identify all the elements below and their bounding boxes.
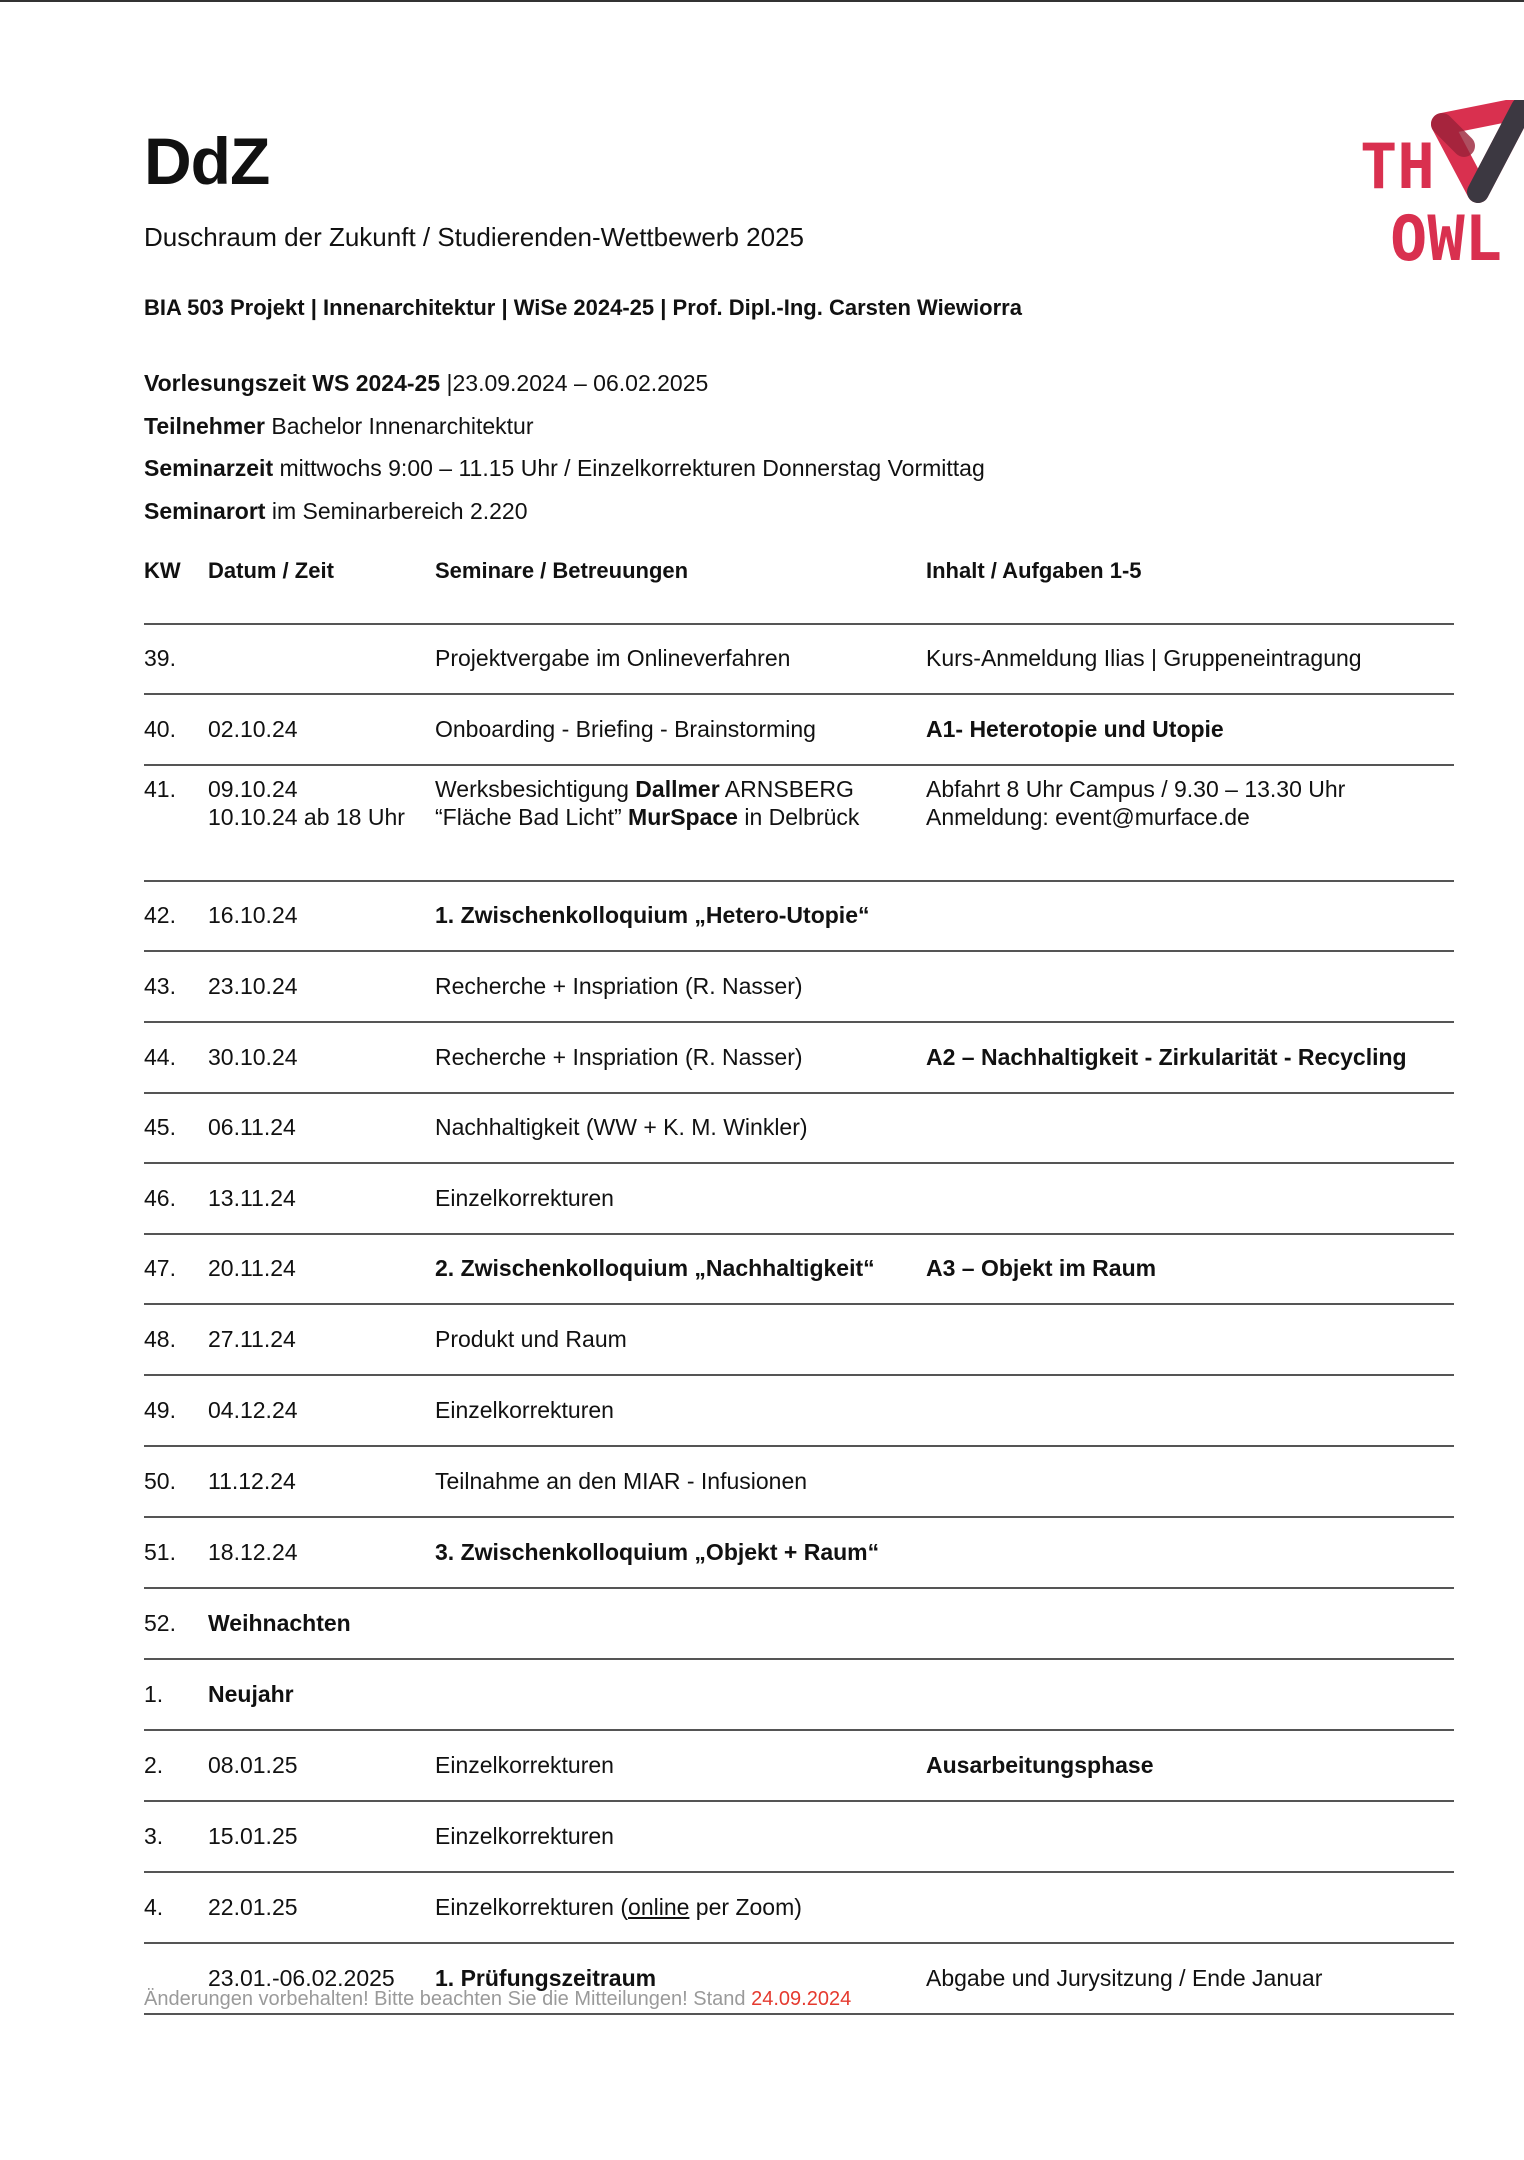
th-owl-logo bbox=[1354, 100, 1524, 270]
seminar-text: Werksbesichtigung bbox=[435, 776, 636, 802]
course-info bbox=[144, 362, 985, 532]
footer-text: Änderungen vorbehalten! Bitte beachten Sie die Mitteilungen! Stand bbox=[144, 1988, 752, 2010]
column-header-date: Datum / Zeit bbox=[208, 548, 435, 624]
cell-date: 15.01.25 bbox=[208, 1801, 435, 1872]
registration-email: Anmeldung: event@murface.de bbox=[926, 803, 1250, 830]
cell-seminar: Produkt und Raum bbox=[435, 1304, 926, 1375]
cell-kw: 49. bbox=[144, 1375, 208, 1446]
cell-date: 02.10.24 bbox=[208, 694, 435, 765]
cell-date: 16.10.24 bbox=[208, 881, 435, 951]
table-row bbox=[144, 1801, 1454, 1872]
cell-seminar: Einzelkorrekturen bbox=[435, 1163, 926, 1234]
logo-triangle-icon bbox=[1442, 108, 1522, 192]
table-row bbox=[144, 1446, 1454, 1517]
seminar-text: per Zoom) bbox=[689, 1893, 802, 1920]
info-value: Bachelor Innenarchitektur bbox=[265, 412, 534, 439]
table-row bbox=[144, 1022, 1454, 1093]
cell-content bbox=[926, 1163, 1454, 1234]
cell-content: A1- Heterotopie und Utopie bbox=[926, 694, 1454, 765]
cell-content bbox=[926, 1093, 1454, 1163]
table-row bbox=[144, 1659, 1454, 1730]
cell-kw: 1. bbox=[144, 1659, 208, 1730]
date-line-1: 09.10.24 bbox=[208, 776, 298, 802]
cell-date: 13.11.24 bbox=[208, 1163, 435, 1234]
table-row bbox=[144, 1730, 1454, 1801]
table-header-row bbox=[144, 548, 1454, 624]
table-row bbox=[144, 765, 1454, 881]
cell-seminar: Einzelkorrekturen bbox=[435, 1801, 926, 1872]
seminar-line-2 bbox=[435, 804, 926, 832]
schedule-table bbox=[144, 548, 1454, 2015]
cell-date: Weihnachten bbox=[208, 1588, 435, 1659]
cell-seminar bbox=[435, 1588, 926, 1659]
cell-kw: 39. bbox=[144, 624, 208, 694]
info-label: Seminarort bbox=[144, 497, 266, 524]
info-value: |23.09.2024 – 06.02.2025 bbox=[440, 370, 709, 396]
cell-seminar: Nachhaltigkeit (WW + K. M. Winkler) bbox=[435, 1093, 926, 1163]
cell-content bbox=[926, 1375, 1454, 1446]
cell-content: Ausarbeitungsphase bbox=[926, 1730, 1454, 1801]
page-top-border bbox=[0, 0, 1524, 2]
cell-content bbox=[926, 1659, 1454, 1730]
cell-content: A2 – Nachhaltigkeit - Zirkularität - Recycling bbox=[926, 1022, 1454, 1093]
seminar-text: “Fläche Bad Licht” bbox=[435, 803, 629, 830]
table-row bbox=[144, 1872, 1454, 1943]
date-line-2: 10.10.24 ab 18 Uhr bbox=[208, 803, 405, 830]
cell-seminar bbox=[435, 1872, 926, 1943]
cell-date: Neujahr bbox=[208, 1659, 435, 1730]
online-underlined-text: online bbox=[628, 1893, 690, 1920]
info-seminar-time bbox=[144, 447, 985, 490]
cell-seminar: 3. Zwischenkolloquium „Objekt + Raum“ bbox=[435, 1517, 926, 1588]
cell-date bbox=[208, 624, 435, 694]
cell-seminar: Onboarding - Briefing - Brainstorming bbox=[435, 694, 926, 765]
cell-kw: 51. bbox=[144, 1517, 208, 1588]
info-value: im Seminarbereich 2.220 bbox=[265, 497, 528, 524]
cell-kw: 43. bbox=[144, 951, 208, 1022]
cell-seminar: Projektvergabe im Onlineverfahren bbox=[435, 624, 926, 694]
cell-kw: 47. bbox=[144, 1234, 208, 1304]
cell-kw: 4. bbox=[144, 1872, 208, 1943]
column-header-seminar: Seminare / Betreuungen bbox=[435, 548, 926, 624]
cell-date: 30.10.24 bbox=[208, 1022, 435, 1093]
cell-content bbox=[926, 765, 1454, 881]
table-row bbox=[144, 1093, 1454, 1163]
cell-seminar: 1. Prüfungszeitraum bbox=[435, 1943, 926, 2014]
info-label: Seminarzeit bbox=[144, 455, 274, 481]
cell-seminar: Recherche + Inspriation (R. Nasser) bbox=[435, 951, 926, 1022]
cell-date: 08.01.25 bbox=[208, 1730, 435, 1801]
cell-content bbox=[926, 881, 1454, 951]
table-row bbox=[144, 694, 1454, 765]
table-row bbox=[144, 1304, 1454, 1375]
cell-kw: 44. bbox=[144, 1022, 208, 1093]
seminar-text: in Delbrück bbox=[737, 803, 860, 830]
cell-seminar: 1. Zwischenkolloquium „Hetero-Utopie“ bbox=[435, 881, 926, 951]
logo-text-th: TH bbox=[1360, 130, 1435, 203]
document-subtitle: Duschraum der Zukunft / Studierenden-Wettbewerb 2025 bbox=[144, 222, 804, 252]
info-seminar-location bbox=[144, 490, 985, 533]
content-line-1: Abfahrt 8 Uhr Campus / 9.30 – 13.30 Uhr bbox=[926, 776, 1346, 802]
course-line: BIA 503 Projekt | Innenarchitektur | WiSe 2024-25 | Prof. Dipl.-Ing. Carsten Wiewiorra bbox=[144, 295, 1022, 320]
cell-date: 11.12.24 bbox=[208, 1446, 435, 1517]
table-row bbox=[144, 881, 1454, 951]
info-lecture-period bbox=[144, 362, 985, 405]
cell-content: A3 – Objekt im Raum bbox=[926, 1234, 1454, 1304]
cell-date: 04.12.24 bbox=[208, 1375, 435, 1446]
cell-seminar: Einzelkorrekturen bbox=[435, 1730, 926, 1801]
table-row bbox=[144, 1234, 1454, 1304]
info-label: Teilnehmer bbox=[144, 412, 265, 439]
cell-kw: 42. bbox=[144, 881, 208, 951]
column-header-kw: KW bbox=[144, 548, 208, 624]
info-value: mittwochs 9:00 – 11.15 Uhr / Einzelkorrekturen Donnerstag Vormittag bbox=[273, 455, 985, 481]
cell-date: 18.12.24 bbox=[208, 1517, 435, 1588]
cell-date: 20.11.24 bbox=[208, 1234, 435, 1304]
seminar-text: ARNSBERG bbox=[719, 776, 854, 802]
cell-seminar bbox=[435, 1659, 926, 1730]
cell-content bbox=[926, 1801, 1454, 1872]
cell-date: 23.10.24 bbox=[208, 951, 435, 1022]
cell-kw: 41. bbox=[144, 765, 208, 881]
cell-seminar: Einzelkorrekturen bbox=[435, 1375, 926, 1446]
seminar-text: Einzelkorrekturen ( bbox=[435, 1893, 629, 1920]
info-participants bbox=[144, 405, 985, 448]
company-name: MurSpace bbox=[628, 803, 738, 830]
cell-kw: 2. bbox=[144, 1730, 208, 1801]
cell-kw: 48. bbox=[144, 1304, 208, 1375]
cell-content bbox=[926, 1446, 1454, 1517]
cell-kw: 46. bbox=[144, 1163, 208, 1234]
cell-date: 22.01.25 bbox=[208, 1872, 435, 1943]
cell-seminar: Teilnahme an den MIAR - Infusionen bbox=[435, 1446, 926, 1517]
cell-date: 23.01.-06.02.2025 bbox=[208, 1943, 435, 2014]
cell-content bbox=[926, 1517, 1454, 1588]
cell-content: Kurs-Anmeldung Ilias | Gruppeneintragung bbox=[926, 624, 1454, 694]
cell-seminar: Recherche + Inspriation (R. Nasser) bbox=[435, 1022, 926, 1093]
table-row bbox=[144, 951, 1454, 1022]
cell-content bbox=[926, 951, 1454, 1022]
cell-kw: 40. bbox=[144, 694, 208, 765]
cell-seminar: 2. Zwischenkolloquium „Nachhaltigkeit“ bbox=[435, 1234, 926, 1304]
table-row bbox=[144, 1517, 1454, 1588]
cell-kw: 45. bbox=[144, 1093, 208, 1163]
table-row bbox=[144, 1375, 1454, 1446]
logo-text-owl: OWL bbox=[1390, 202, 1502, 270]
cell-date bbox=[208, 765, 435, 881]
cell-date: 27.11.24 bbox=[208, 1304, 435, 1375]
cell-content: Abgabe und Jurysitzung / Ende Januar bbox=[926, 1943, 1454, 2014]
footer-date: 24.09.2024 bbox=[751, 1988, 852, 2010]
table-row bbox=[144, 1163, 1454, 1234]
cell-content bbox=[926, 1304, 1454, 1375]
cell-kw: 50. bbox=[144, 1446, 208, 1517]
column-header-content: Inhalt / Aufgaben 1-5 bbox=[926, 548, 1454, 624]
cell-content bbox=[926, 1872, 1454, 1943]
cell-seminar bbox=[435, 765, 926, 881]
document-title: DdZ bbox=[144, 124, 270, 198]
cell-kw: 52. bbox=[144, 1588, 208, 1659]
table-row bbox=[144, 1588, 1454, 1659]
table-row bbox=[144, 624, 1454, 694]
info-label: Vorlesungszeit WS 2024-25 bbox=[144, 370, 441, 396]
seminar-line-1 bbox=[435, 776, 926, 804]
footer-note bbox=[144, 1988, 851, 2011]
cell-content bbox=[926, 1588, 1454, 1659]
cell-date: 06.11.24 bbox=[208, 1093, 435, 1163]
company-name: Dallmer bbox=[635, 776, 720, 802]
cell-kw: 3. bbox=[144, 1801, 208, 1872]
